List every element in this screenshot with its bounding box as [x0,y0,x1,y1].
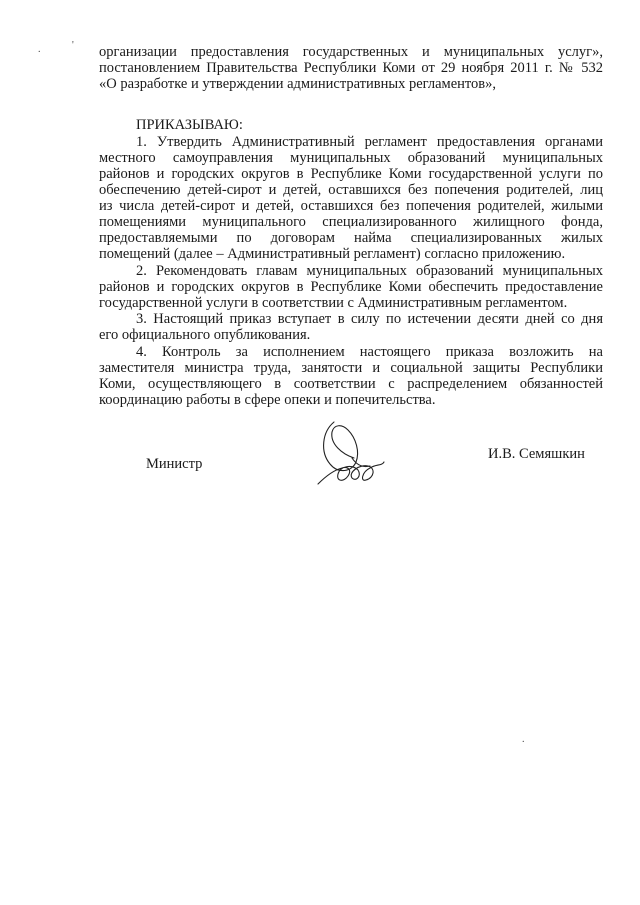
item-4-line: 4. Контроль за исполнением настоящего приказа возложить на [136,344,603,360]
scan-dot: . [38,44,41,55]
item-1-line: помещений (далее – Административный регламент) согласно приложению. [99,246,566,262]
item-1-line: местного самоуправления муниципальных образований муниципальных [99,150,603,166]
item-2-line: 2. Рекомендовать главам муниципальных образований муниципальных [136,263,603,279]
signatory-name: И.В. Семяшкин [488,446,585,462]
handwritten-signature [312,418,392,490]
item-4-line: координацию работы в сфере опеки и попечительства. [99,392,436,408]
intro-line: постановлением Правительства Республики Коми от 29 ноября 2011 г. № 532 [99,60,603,76]
item-1-line: из числа детей-сирот и детей, оставшихся без попечения родителей, жилыми [99,198,603,214]
item-1-line: предоставляемыми по договорам найма специализированных жилых [99,230,603,246]
order-heading: ПРИКАЗЫВАЮ: [136,117,243,133]
item-4-line: заместителя министра труда, занятости и социальной защиты Республики [99,360,603,376]
item-1-line: районов и городских округов в Республике Коми государственной услуги по [99,166,603,182]
scan-dot: ' [72,40,74,51]
intro-line: организации предоставления государственных и муниципальных услуг», [99,44,603,60]
item-2-line: районов и городских округов в Республике Коми обеспечить предоставление [99,279,603,295]
item-2-line: государственной услуги в соответствии с Административным регламентом. [99,295,568,311]
item-3-line: 3. Настоящий приказ вступает в силу по истечении десяти дней со дня [136,311,603,327]
item-1-line: обеспечению детей-сирот и детей, оставшихся без попечения родителей, лиц [99,182,603,198]
item-1-line: помещениями муниципального специализированного жилищного фонда, [99,214,603,230]
scan-dot: . [522,734,525,745]
intro-line: «О разработке и утверждении административных регламентов», [99,76,497,92]
item-1-line: 1. Утвердить Административный регламент предоставления органами [136,134,603,150]
signatory-position: Министр [146,456,203,472]
item-4-line: Коми, осуществляющего в соответствии с распределением обязанностей [99,376,603,392]
item-3-line: его официального опубликования. [99,327,311,343]
